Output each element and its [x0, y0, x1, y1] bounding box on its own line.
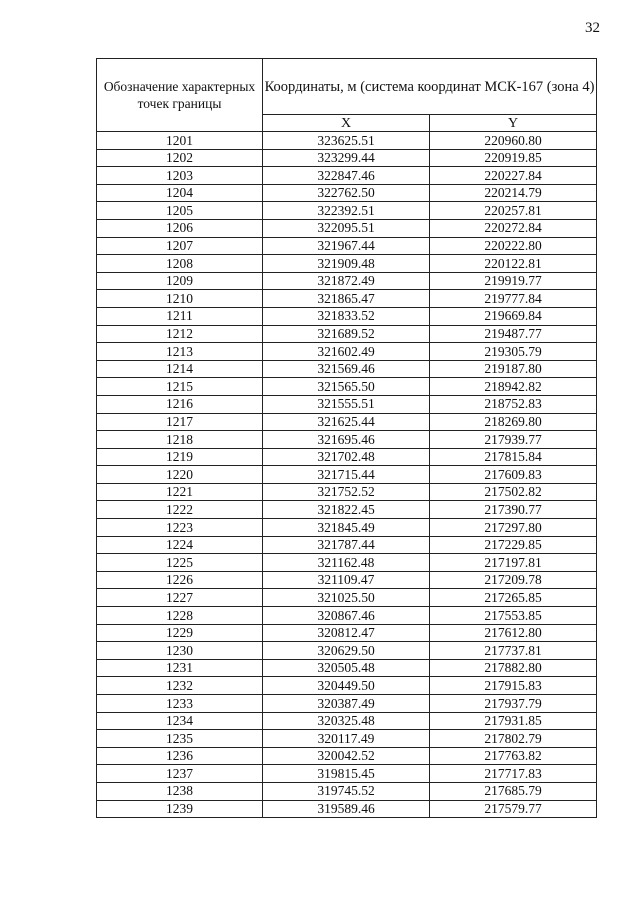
y-coordinate-cell: 217915.83 [430, 677, 597, 695]
x-coordinate-cell: 319745.52 [263, 782, 430, 800]
y-coordinate-cell: 220919.85 [430, 149, 597, 167]
x-coordinate-cell: 320042.52 [263, 747, 430, 765]
y-coordinate-cell: 217229.85 [430, 536, 597, 554]
point-id-cell: 1231 [97, 659, 263, 677]
x-coordinate-cell: 323625.51 [263, 132, 430, 150]
y-coordinate-cell: 219777.84 [430, 290, 597, 308]
point-id-cell: 1219 [97, 448, 263, 466]
point-id-cell: 1216 [97, 395, 263, 413]
point-id-cell: 1222 [97, 501, 263, 519]
y-coordinate-cell: 219669.84 [430, 307, 597, 325]
table-row [97, 360, 597, 378]
point-id-cell: 1202 [97, 149, 263, 167]
point-id-cell: 1215 [97, 378, 263, 396]
x-coordinate-cell: 321702.48 [263, 448, 430, 466]
x-coordinate-cell: 321695.46 [263, 431, 430, 449]
point-id-cell: 1235 [97, 730, 263, 748]
y-coordinate-cell: 217502.82 [430, 483, 597, 501]
table-row [97, 747, 597, 765]
table-row [97, 642, 597, 660]
x-coordinate-cell: 321025.50 [263, 589, 430, 607]
x-coordinate-cell: 321569.46 [263, 360, 430, 378]
y-coordinate-cell: 217931.85 [430, 712, 597, 730]
x-coordinate-cell: 321822.45 [263, 501, 430, 519]
table-row [97, 272, 597, 290]
point-id-cell: 1208 [97, 255, 263, 273]
point-id-cell: 1227 [97, 589, 263, 607]
x-coordinate-cell: 321752.52 [263, 483, 430, 501]
table-row [97, 571, 597, 589]
y-coordinate-cell: 217763.82 [430, 747, 597, 765]
x-coordinate-cell: 319815.45 [263, 765, 430, 783]
x-coordinate-cell: 321833.52 [263, 307, 430, 325]
table-header [97, 59, 597, 132]
point-id-cell: 1210 [97, 290, 263, 308]
y-coordinate-cell: 217209.78 [430, 571, 597, 589]
y-coordinate-cell: 219487.77 [430, 325, 597, 343]
header-x: X [263, 115, 430, 132]
y-coordinate-cell: 217939.77 [430, 431, 597, 449]
table-row [97, 519, 597, 537]
table-row [97, 448, 597, 466]
x-coordinate-cell: 319589.46 [263, 800, 430, 818]
y-coordinate-cell: 217685.79 [430, 782, 597, 800]
table-row [97, 466, 597, 484]
header-coordinates: Координаты, м (система координат МСК-167 (зона 4) [263, 59, 597, 115]
point-id-cell: 1225 [97, 554, 263, 572]
point-id-cell: 1236 [97, 747, 263, 765]
y-coordinate-cell: 218752.83 [430, 395, 597, 413]
y-coordinate-cell: 217612.80 [430, 624, 597, 642]
point-id-cell: 1230 [97, 642, 263, 660]
y-coordinate-cell: 219305.79 [430, 343, 597, 361]
point-id-cell: 1228 [97, 607, 263, 625]
table-row [97, 132, 597, 150]
y-coordinate-cell: 217297.80 [430, 519, 597, 537]
y-coordinate-cell: 219919.77 [430, 272, 597, 290]
table-row [97, 395, 597, 413]
table-row [97, 589, 597, 607]
y-coordinate-cell: 220960.80 [430, 132, 597, 150]
table-row [97, 800, 597, 818]
y-coordinate-cell: 217802.79 [430, 730, 597, 748]
y-coordinate-cell: 218269.80 [430, 413, 597, 431]
y-coordinate-cell: 217390.77 [430, 501, 597, 519]
header-point-designation: Обозначение характерных точек границы [97, 59, 263, 132]
x-coordinate-cell: 321865.47 [263, 290, 430, 308]
x-coordinate-cell: 321845.49 [263, 519, 430, 537]
x-coordinate-cell: 320387.49 [263, 695, 430, 713]
table-body [97, 132, 597, 818]
table-row [97, 202, 597, 220]
x-coordinate-cell: 322762.50 [263, 184, 430, 202]
table-row [97, 536, 597, 554]
table-row [97, 255, 597, 273]
y-coordinate-cell: 220272.84 [430, 219, 597, 237]
x-coordinate-cell: 321787.44 [263, 536, 430, 554]
x-coordinate-cell: 321872.49 [263, 272, 430, 290]
table-row [97, 659, 597, 677]
y-coordinate-cell: 217265.85 [430, 589, 597, 607]
x-coordinate-cell: 320867.46 [263, 607, 430, 625]
x-coordinate-cell: 320629.50 [263, 642, 430, 660]
y-coordinate-cell: 217717.83 [430, 765, 597, 783]
table-row [97, 624, 597, 642]
x-coordinate-cell: 322847.46 [263, 167, 430, 185]
x-coordinate-cell: 321565.50 [263, 378, 430, 396]
point-id-cell: 1207 [97, 237, 263, 255]
table-row [97, 343, 597, 361]
y-coordinate-cell: 220122.81 [430, 255, 597, 273]
point-id-cell: 1201 [97, 132, 263, 150]
table-row [97, 765, 597, 783]
point-id-cell: 1238 [97, 782, 263, 800]
table-row [97, 677, 597, 695]
point-id-cell: 1234 [97, 712, 263, 730]
point-id-cell: 1217 [97, 413, 263, 431]
point-id-cell: 1209 [97, 272, 263, 290]
table-row [97, 431, 597, 449]
point-id-cell: 1223 [97, 519, 263, 537]
x-coordinate-cell: 323299.44 [263, 149, 430, 167]
table-row [97, 378, 597, 396]
point-id-cell: 1221 [97, 483, 263, 501]
point-id-cell: 1224 [97, 536, 263, 554]
point-id-cell: 1214 [97, 360, 263, 378]
x-coordinate-cell: 320505.48 [263, 659, 430, 677]
point-id-cell: 1220 [97, 466, 263, 484]
table-row [97, 712, 597, 730]
x-coordinate-cell: 321162.48 [263, 554, 430, 572]
y-coordinate-cell: 217609.83 [430, 466, 597, 484]
y-coordinate-cell: 217882.80 [430, 659, 597, 677]
point-id-cell: 1205 [97, 202, 263, 220]
point-id-cell: 1218 [97, 431, 263, 449]
table-row [97, 237, 597, 255]
x-coordinate-cell: 321555.51 [263, 395, 430, 413]
y-coordinate-cell: 217579.77 [430, 800, 597, 818]
table-row [97, 307, 597, 325]
point-id-cell: 1212 [97, 325, 263, 343]
table-row [97, 607, 597, 625]
x-coordinate-cell: 321689.52 [263, 325, 430, 343]
table-row [97, 184, 597, 202]
x-coordinate-cell: 320812.47 [263, 624, 430, 642]
point-id-cell: 1203 [97, 167, 263, 185]
page-number: 32 [585, 20, 600, 36]
coordinates-table [96, 58, 597, 818]
point-id-cell: 1206 [97, 219, 263, 237]
y-coordinate-cell: 217937.79 [430, 695, 597, 713]
table-row [97, 149, 597, 167]
table-row [97, 290, 597, 308]
point-id-cell: 1226 [97, 571, 263, 589]
y-coordinate-cell: 220227.84 [430, 167, 597, 185]
y-coordinate-cell: 217553.85 [430, 607, 597, 625]
point-id-cell: 1204 [97, 184, 263, 202]
x-coordinate-cell: 321967.44 [263, 237, 430, 255]
x-coordinate-cell: 321625.44 [263, 413, 430, 431]
table-row [97, 730, 597, 748]
point-id-cell: 1229 [97, 624, 263, 642]
point-id-cell: 1211 [97, 307, 263, 325]
x-coordinate-cell: 321909.48 [263, 255, 430, 273]
point-id-cell: 1239 [97, 800, 263, 818]
x-coordinate-cell: 322095.51 [263, 219, 430, 237]
x-coordinate-cell: 322392.51 [263, 202, 430, 220]
table-row [97, 501, 597, 519]
y-coordinate-cell: 220214.79 [430, 184, 597, 202]
y-coordinate-cell: 217737.81 [430, 642, 597, 660]
table-row [97, 167, 597, 185]
y-coordinate-cell: 220222.80 [430, 237, 597, 255]
table-row [97, 782, 597, 800]
table-row [97, 325, 597, 343]
x-coordinate-cell: 321715.44 [263, 466, 430, 484]
y-coordinate-cell: 220257.81 [430, 202, 597, 220]
y-coordinate-cell: 219187.80 [430, 360, 597, 378]
x-coordinate-cell: 320449.50 [263, 677, 430, 695]
x-coordinate-cell: 320325.48 [263, 712, 430, 730]
point-id-cell: 1233 [97, 695, 263, 713]
header-y: Y [430, 115, 597, 132]
y-coordinate-cell: 217815.84 [430, 448, 597, 466]
x-coordinate-cell: 321602.49 [263, 343, 430, 361]
table-row [97, 554, 597, 572]
point-id-cell: 1232 [97, 677, 263, 695]
x-coordinate-cell: 320117.49 [263, 730, 430, 748]
x-coordinate-cell: 321109.47 [263, 571, 430, 589]
table-row [97, 413, 597, 431]
point-id-cell: 1213 [97, 343, 263, 361]
y-coordinate-cell: 218942.82 [430, 378, 597, 396]
table-row [97, 695, 597, 713]
y-coordinate-cell: 217197.81 [430, 554, 597, 572]
point-id-cell: 1237 [97, 765, 263, 783]
table-row [97, 219, 597, 237]
table-row [97, 483, 597, 501]
